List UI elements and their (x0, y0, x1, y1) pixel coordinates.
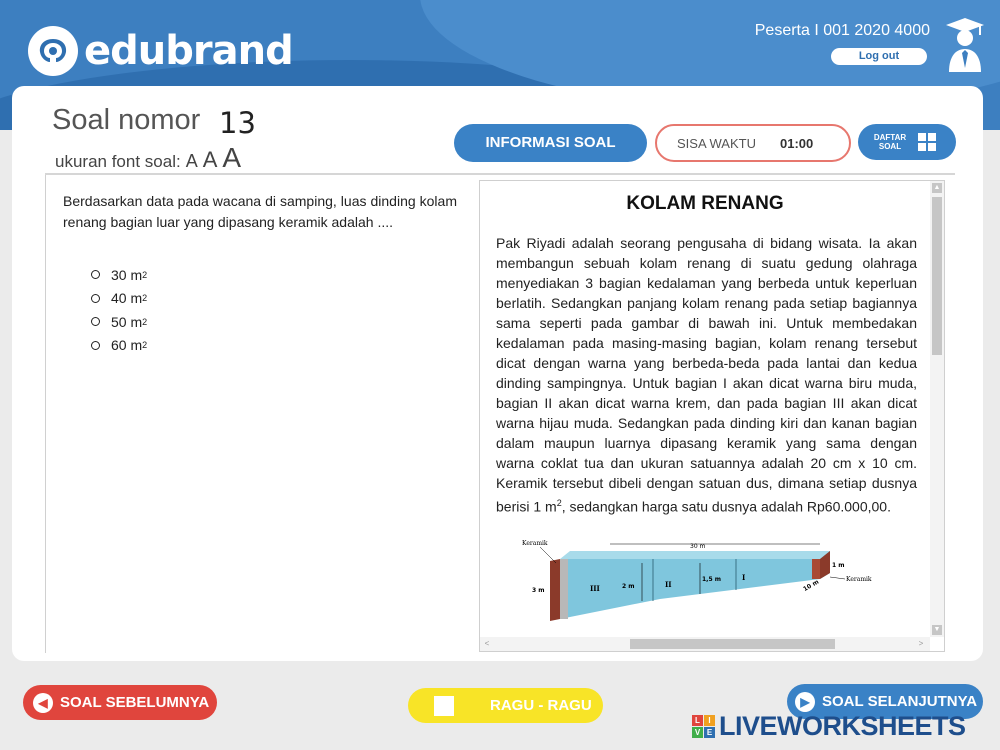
logout-button[interactable]: Log out (831, 48, 927, 65)
grid-icon (918, 133, 936, 151)
timer-label: SISA WAKTU (677, 135, 756, 151)
scroll-down-icon[interactable]: ▼ (933, 626, 941, 633)
dim-depth-shallow: 1,5 m (702, 576, 721, 583)
section-one: I (742, 573, 746, 582)
section-two: II (665, 580, 672, 589)
font-small-button[interactable]: A (185, 151, 198, 171)
font-size-label: ukuran font soal: (55, 152, 181, 171)
label-keramik-left: Keramik (522, 540, 548, 547)
font-medium-button[interactable]: A (202, 147, 218, 172)
horizontal-scrollbar[interactable] (480, 637, 930, 651)
participant-id: Peserta I 001 2020 4000 (754, 22, 930, 39)
font-large-button[interactable]: A (222, 142, 242, 173)
dim-depth-right: 1 m (832, 562, 845, 569)
passage-panel[interactable] (479, 180, 945, 652)
passage-body: Pak Riyadi adalah seorang pengusaha di bidang wisata. Ia akan membangun sebuah kolam renang di suatu gedung olahraga menyediakan 3 bagian kedalaman yang berbeda untuk keperluan berlatih. Sedangkan panjang kolam renang pada setiap bagiannya sama seperti pada gambar di bawah ini. Untuk membedakan kedalaman pada masing-masing bagian, kolam renang tersebut dicat dengan warna yang berbeda-beda pada lantai dan kedua dinding sampingnya. Untuk bagian I akan dicat warna biru muda, bagian II akan dicat warna krem, dan pada bagian III akan dicat warna hijau muda. Sedangkan pada dinding kiri dan kanan bagian dalam maupun luarnya dipasang keramik yang sama dengan warna coklat tua dan ukuran satuannya adalah 20 cm x 10 cm. Keramik tersebut dibeli dengan satuan dus, dimana setiap dusnya berisi 1 $m^2$, sedangkan harga satu dusnya adalah Rp60.000,00. (496, 235, 917, 515)
scroll-left-icon[interactable]: < (484, 639, 490, 648)
option-d[interactable]: 60 m 2 (91, 334, 147, 358)
radio-icon[interactable] (91, 317, 100, 326)
scroll-up-icon[interactable]: ▲ (933, 184, 941, 191)
label-keramik-right: Keramik (846, 576, 872, 583)
font-size-selector (55, 142, 241, 174)
info-button[interactable]: INFORMASI SOAL (454, 124, 647, 162)
watermark-text: LIVEWORKSHEETS (719, 711, 966, 741)
question-text: Berdasarkan data pada wacana di samping, luas dinding kolam renang bagian luar yang dipasang keramik adalah .... (63, 193, 457, 230)
radio-icon[interactable] (91, 270, 100, 279)
dim-width: 10 m (802, 578, 821, 593)
liveworksheets-watermark (692, 711, 966, 742)
previous-label: SOAL SEBELUMNYA (60, 694, 210, 711)
next-label: SOAL SELANJUTNYA (822, 693, 978, 710)
option-c[interactable]: 50 m 2 (91, 310, 147, 334)
doubt-button[interactable] (408, 688, 603, 723)
checkbox-icon[interactable] (434, 696, 454, 716)
scroll-thumb[interactable] (932, 197, 942, 355)
doubt-label: RAGU - RAGU (490, 697, 592, 714)
radio-icon[interactable] (91, 294, 100, 303)
option-a[interactable]: 30 m 2 (91, 263, 147, 287)
timer-box (655, 124, 851, 162)
previous-question-button[interactable] (23, 685, 217, 720)
brand-name: edubrand (84, 28, 293, 74)
option-b[interactable]: 40 m 2 (91, 287, 147, 311)
section-three: III (590, 584, 600, 593)
chevron-left-icon: ◀ (33, 693, 53, 713)
question-title: Soal nomor (52, 104, 201, 136)
question-list-label: DAFTAR SOAL (873, 133, 907, 151)
question-list-button[interactable] (858, 124, 956, 160)
vertical-scrollbar[interactable] (930, 181, 944, 637)
timer-value: 01:00 (779, 135, 814, 151)
scroll-thumb[interactable] (630, 639, 835, 649)
answer-options (91, 263, 147, 357)
dim-length: 30 m (690, 543, 706, 550)
question-number: 13 (219, 106, 256, 140)
chevron-right-icon: ▶ (795, 692, 815, 712)
passage-title: KOLAM RENANG (626, 193, 784, 214)
brain-icon (28, 26, 78, 76)
graduate-user-icon (946, 18, 984, 72)
dim-depth-left: 3 m (532, 587, 545, 594)
radio-icon[interactable] (91, 341, 100, 350)
brand-logo (28, 26, 293, 76)
question-panel (45, 175, 470, 653)
scroll-right-icon[interactable]: > (918, 639, 924, 648)
live-badge-icon: L I V E (692, 715, 715, 738)
dim-depth-mid: 2 m (622, 583, 635, 590)
pool-diagram (520, 539, 900, 629)
